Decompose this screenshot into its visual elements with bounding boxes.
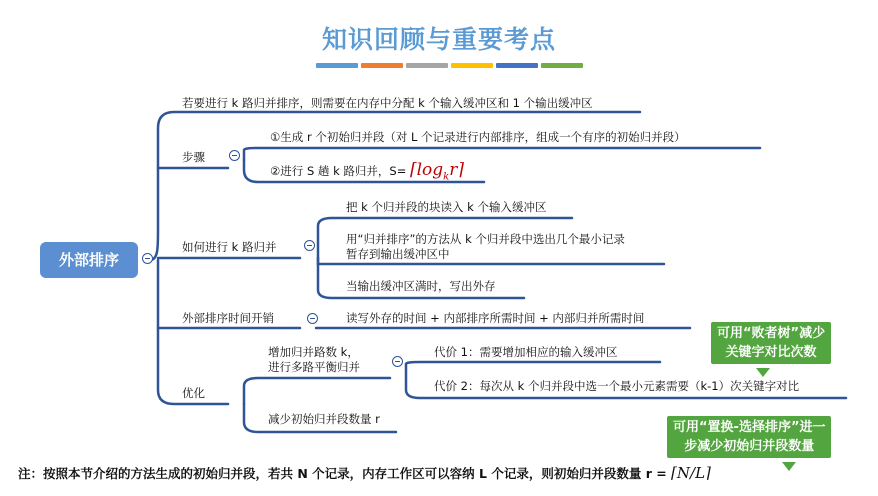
branch-how-label: 如何进行 k 路归并 [182, 240, 277, 254]
footnote [18, 464, 711, 482]
how-item3-text: 当输出缓冲区满时，写出外存 [346, 279, 496, 293]
root-node-external-sort[interactable]: 外部排序 [40, 242, 138, 278]
callout-loser-tree-line1: 可用“败者树”减少 [717, 326, 826, 341]
connector-cost1 [406, 362, 660, 364]
time-detail-text: 读写外存的时间 + 内部排序所需时间 + 内部归并所需时间 [346, 311, 645, 325]
collapse-icon-steps[interactable] [229, 150, 240, 161]
step2-formula: $⌈\log_kr⌉$ [409, 160, 465, 183]
connector-step1 [244, 148, 760, 160]
how-item2-line1: 用“归并排序”的方法从 k 个归并段中选出几个最小记录 [346, 232, 625, 246]
page-title: 知识回顾与重要考点 [321, 25, 556, 54]
branch-steps-label: 步骤 [182, 150, 205, 164]
footnote-formula: ⌈N/L⌉ [671, 464, 711, 482]
callout-loser-tree [711, 322, 831, 364]
collapse-icon-root[interactable] [142, 253, 153, 264]
branch-buffer-text: 若要进行 k 路归并排序，则需要在内存中分配 k 个输入缓冲区和 1 个输出缓冲区 [182, 96, 593, 110]
branch-optimize-label: 优化 [182, 386, 205, 400]
callout-replacement-pointer [782, 462, 796, 471]
increase-line2: 进行多路平衡归并 [268, 360, 360, 374]
step2-prefix: ②进行 S 趟 k 路归并，S= [270, 164, 407, 178]
collapse-icon-time[interactable] [307, 313, 318, 324]
callout-replacement-line1: 可用“置换-选择排序”进一 [673, 420, 826, 435]
cost2-text: 代价 2：每次从 k 个归并段中选一个最小元素需要（k-1）次关键字对比 [434, 379, 800, 393]
increase-line1: 增加归并路数 k， [268, 345, 359, 359]
reduce-text: 减少初始归并段数量 r [268, 412, 380, 426]
how-item1-text: 把 k 个归并段的块读入 k 个输入缓冲区 [346, 200, 547, 214]
branch-time-label: 外部排序时间开销 [182, 311, 274, 325]
callout-replacement-selection [667, 416, 831, 458]
how-item2-line2: 暂存到输出缓冲区中 [346, 247, 450, 261]
connector-root-down [158, 260, 228, 404]
cost1-text: 代价 1：需要增加相应的输入缓冲区 [434, 345, 618, 359]
step2-text [270, 160, 465, 184]
collapse-icon-how[interactable] [304, 240, 315, 251]
callout-loser-tree-pointer [756, 368, 770, 377]
connector-increase [244, 378, 390, 404]
step1-text: ①生成 r 个初始归并段（对 L 个记录进行内部排序，组成一个有序的初始归并段） [270, 130, 686, 144]
callout-replacement-line2: 步减少初始归并段数量 [684, 439, 815, 454]
callout-loser-tree-line2: 关键字对比次数 [725, 345, 817, 360]
footnote-text: 注：按照本节介绍的方法生成的初始归并段，若共 N 个记录，内存工作区可以容纳 L 个记录，则初始归并段数量 r = [18, 466, 667, 481]
collapse-icon-increase[interactable] [392, 356, 403, 367]
